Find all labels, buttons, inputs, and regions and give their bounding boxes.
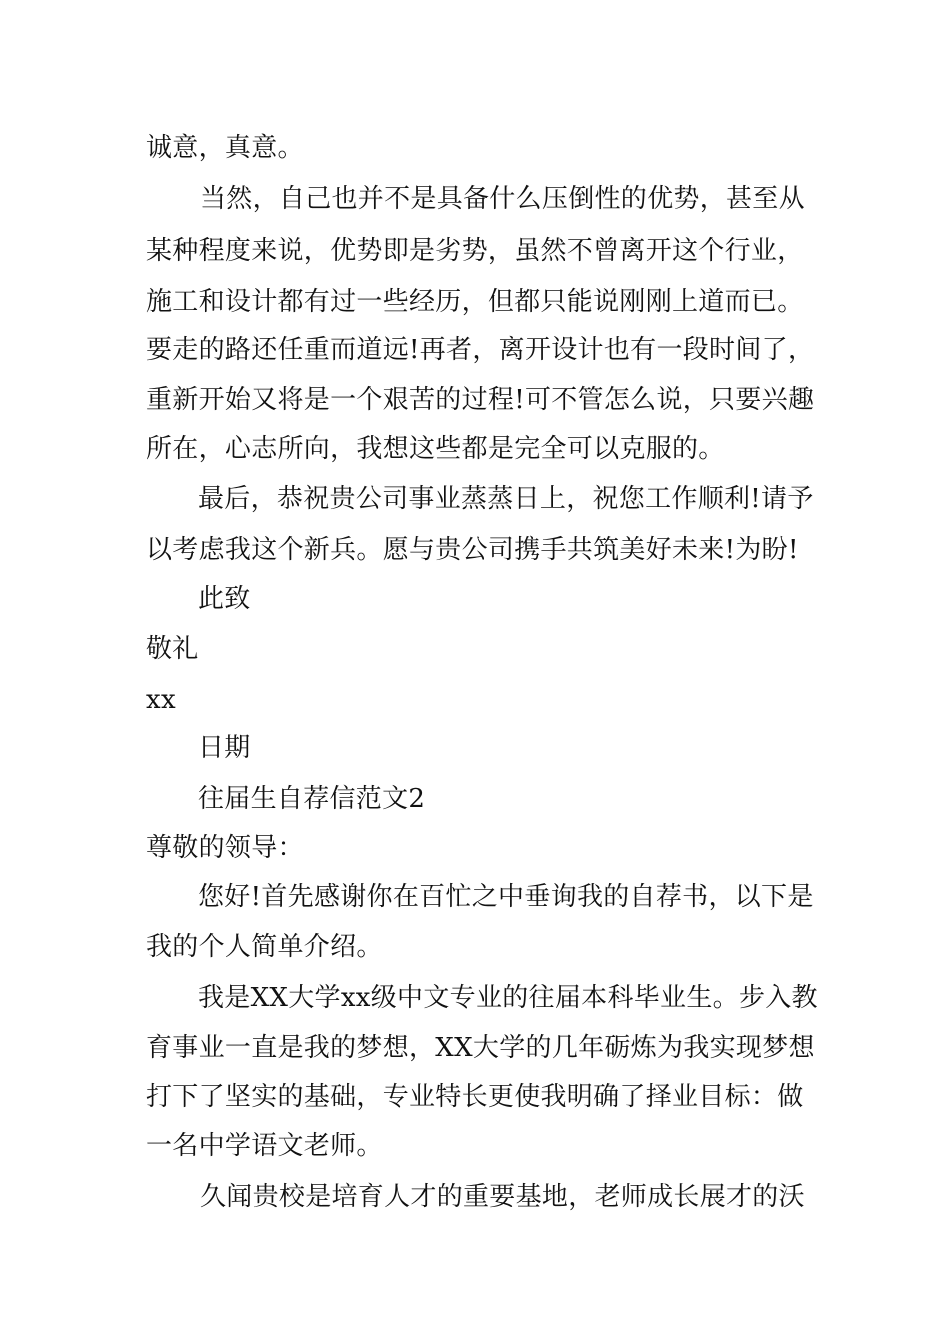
text-line: 一名中学语文老师。 xyxy=(146,1131,383,1161)
text-line: 施工和设计都有过一些经历，但都只能说刚刚上道而已。 xyxy=(146,287,804,317)
closing-regards: 敬礼 xyxy=(146,634,199,664)
signature-name: xx xyxy=(146,685,176,715)
text-line: 打下了坚实的基础，专业特长更使我明确了择业目标：做 xyxy=(146,1082,804,1112)
paragraph-first-line: 您好!首先感谢你在百忙之中垂询我的自荐书，以下是 xyxy=(198,882,814,912)
closing-salutation: 此致 xyxy=(198,584,251,614)
paragraph-first-line: 久闻贵校是培育人才的重要基地，老师成长展才的沃 xyxy=(200,1182,805,1212)
text-line: 以考虑我这个新兵。愿与贵公司携手共筑美好未来!为盼! xyxy=(146,535,799,565)
text-line: 某种程度来说，优势即是劣势，虽然不曾离开这个行业， xyxy=(146,236,804,266)
signature-date: 日期 xyxy=(198,733,251,763)
paragraph-first-line: 我是XX大学xx级中文专业的往届本科毕业生。步入教 xyxy=(198,983,818,1013)
text-line: 我的个人简单介绍。 xyxy=(146,932,383,962)
paragraph-first-line: 最后，恭祝贵公司事业蒸蒸日上，祝您工作顺利!请予 xyxy=(198,484,814,514)
text-line: 所在，心志所向，我想这些都是完全可以克服的。 xyxy=(146,434,725,464)
text-line: 要走的路还任重而道远!再者，离开设计也有一段时间了， xyxy=(146,335,815,365)
paragraph-first-line: 当然，自己也并不是具备什么压倒性的优势，甚至从 xyxy=(200,184,805,214)
letter-greeting: 尊敬的领导： xyxy=(146,833,304,863)
section-title: 往届生自荐信范文2 xyxy=(198,784,426,814)
text-line: 诚意，真意。 xyxy=(146,133,304,163)
text-line: 重新开始又将是一个艰苦的过程!可不管怎么说，只要兴趣 xyxy=(146,385,815,415)
text-line: 育事业一直是我的梦想，XX大学的几年砺炼为我实现梦想 xyxy=(146,1033,815,1063)
